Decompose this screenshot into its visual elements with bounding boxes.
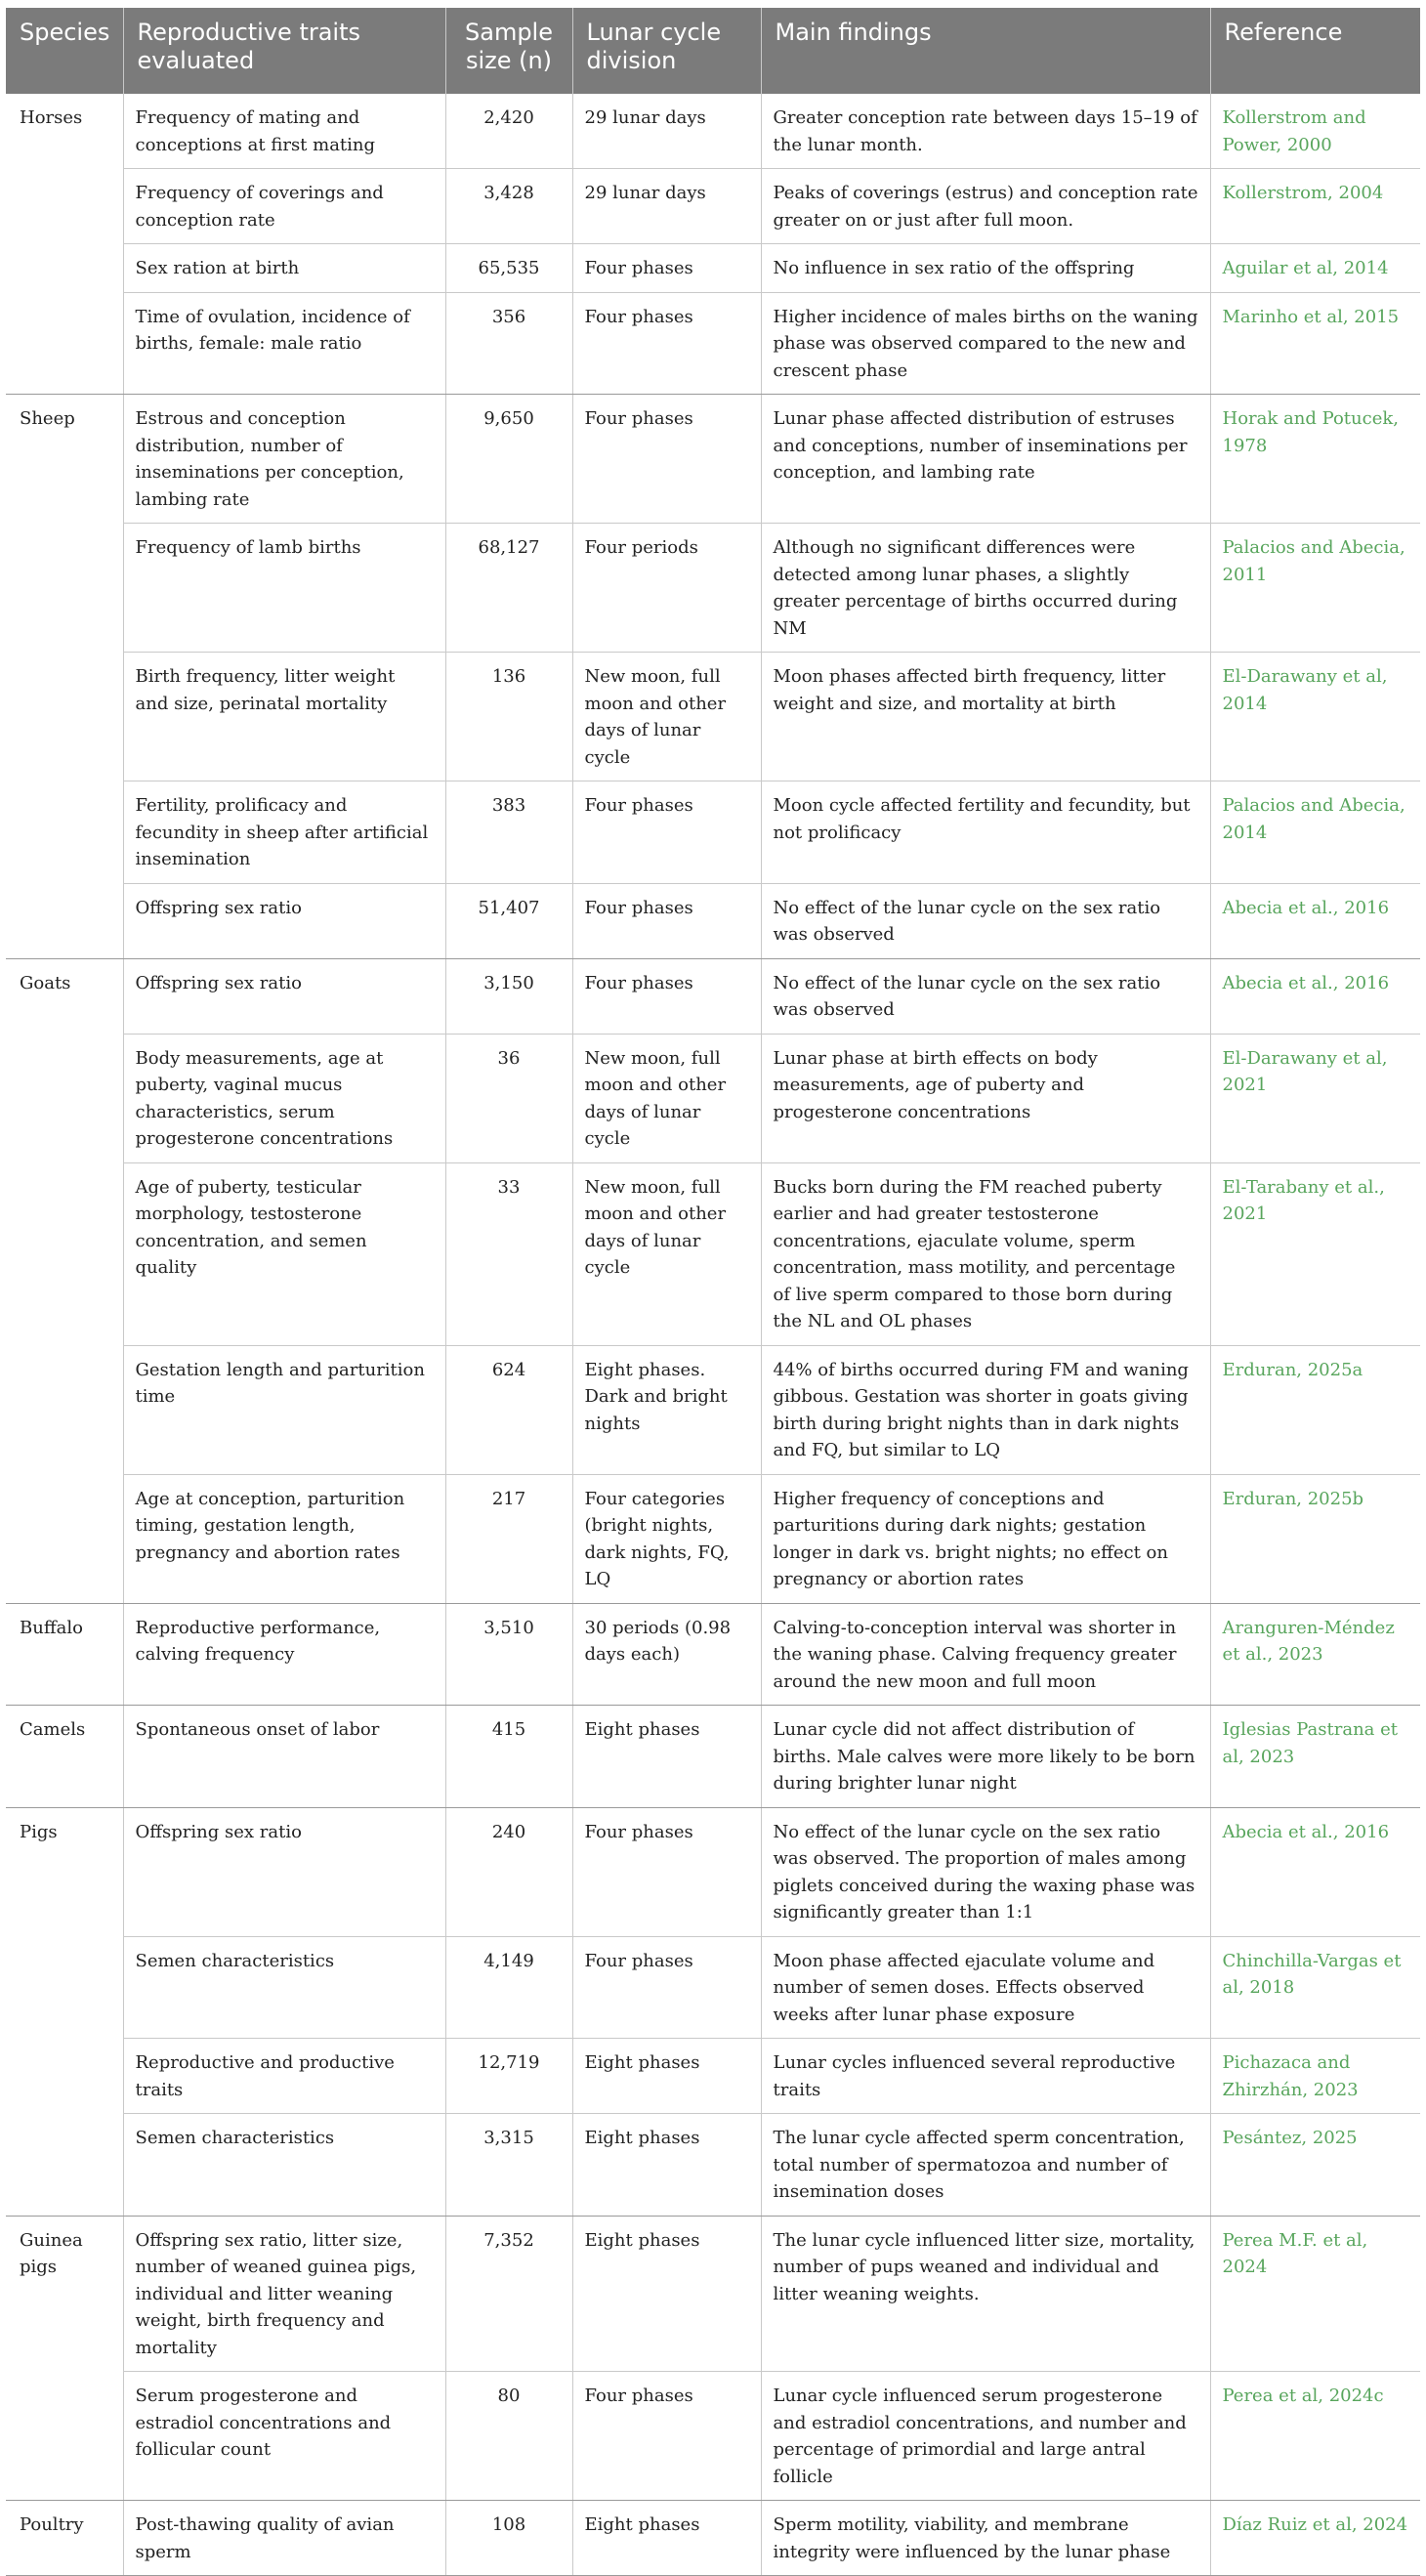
lunar-division-cell: Four periods xyxy=(572,524,761,653)
findings-cell: 44% of births occurred during FM and waning gibbous. Gestation was shorter in goats giving birth during bright nights than in dark nights and FQ, but similar to LQ xyxy=(761,1345,1210,1474)
sample-size-cell: 217 xyxy=(445,1474,572,1603)
lunar-division-cell: 29 lunar days xyxy=(572,169,761,244)
species-cell: Horses xyxy=(6,94,123,395)
findings-cell: Peaks of coverings (estrus) and conception rate greater on or just after full moon. xyxy=(761,169,1210,244)
sample-size-cell: 33 xyxy=(445,1162,572,1345)
lunar-division-cell: Four phases xyxy=(572,1936,761,2039)
reference-cell: Abecia et al., 2016 xyxy=(1210,883,1420,958)
table-row xyxy=(6,2114,1420,2217)
findings-cell: No effect of the lunar cycle on the sex ratio was observed xyxy=(761,958,1210,1034)
reference-cell: Marinho et al, 2015 xyxy=(1210,292,1420,395)
species-cell: Goats xyxy=(6,958,123,1603)
sample-size-cell: 65,535 xyxy=(445,244,572,293)
findings-cell: Higher incidence of males births on the waning phase was observed compared to the new and crescent phase xyxy=(761,292,1210,395)
sample-size-cell: 356 xyxy=(445,292,572,395)
header-species: Species xyxy=(6,8,123,94)
findings-cell: Bucks born during the FM reached puberty earlier and had greater testosterone concentrations, ejaculate volume, sperm concentration, mass motility, and percentage of live sperm compared to those born during the NL and OL phases xyxy=(761,1162,1210,1345)
findings-cell: Higher frequency of conceptions and parturitions during dark nights; gestation longer in dark vs. bright nights; no effect on pregnancy or abortion rates xyxy=(761,1474,1210,1603)
sample-size-cell: 415 xyxy=(445,1706,572,1808)
findings-cell: Lunar phase affected distribution of estruses and conceptions, number of inseminations per conception, and lambing rate xyxy=(761,395,1210,524)
table-row xyxy=(6,395,1420,524)
traits-cell: Offspring sex ratio, litter size, number of weaned guinea pigs, individual and litter weaning weight, birth frequency and mortality xyxy=(123,2216,445,2372)
reference-cell: Kollerstrom and Power, 2000 xyxy=(1210,94,1420,169)
lunar-division-cell: Four phases xyxy=(572,883,761,958)
sample-size-cell: 108 xyxy=(445,2501,572,2576)
findings-cell: The lunar cycle affected sperm concentration, total number of spermatozoa and number of insemination doses xyxy=(761,2114,1210,2217)
traits-cell: Frequency of mating and conceptions at first mating xyxy=(123,94,445,169)
table-row xyxy=(6,94,1420,169)
lunar-division-cell: Four phases xyxy=(572,244,761,293)
traits-cell: Offspring sex ratio xyxy=(123,1807,445,1936)
findings-cell: Lunar cycles influenced several reproductive traits xyxy=(761,2039,1210,2114)
findings-cell: Sperm motility, viability, and membrane integrity were influenced by the lunar phase xyxy=(761,2501,1210,2576)
lunar-division-cell: Four phases xyxy=(572,1807,761,1936)
findings-cell: Calving-to-conception interval was shorter in the waning phase. Calving frequency greater around the new moon and full moon xyxy=(761,1603,1210,1706)
traits-cell: Semen characteristics xyxy=(123,2114,445,2217)
sample-size-cell: 383 xyxy=(445,781,572,884)
traits-cell: Body measurements, age at puberty, vaginal mucus characteristics, serum progesterone concentrations xyxy=(123,1034,445,1162)
sample-size-cell: 3,428 xyxy=(445,169,572,244)
reference-cell: Pesántez, 2025 xyxy=(1210,2114,1420,2217)
lunar-division-cell: Eight phases xyxy=(572,2216,761,2372)
sample-size-cell: 80 xyxy=(445,2372,572,2501)
table-row xyxy=(6,883,1420,958)
sample-size-cell: 624 xyxy=(445,1345,572,1474)
reference-cell: Perea et al, 2024c xyxy=(1210,2372,1420,2501)
traits-cell: Reproductive performance, calving frequency xyxy=(123,1603,445,1706)
table-row xyxy=(6,1474,1420,1603)
header-row xyxy=(6,8,1420,94)
header-lunar-division: Lunar cycle division xyxy=(572,8,761,94)
findings-cell: Lunar phase at birth effects on body measurements, age of puberty and progesterone concentrations xyxy=(761,1034,1210,1162)
header-sample-size: Sample size (n) xyxy=(445,8,572,94)
sample-size-cell: 4,149 xyxy=(445,1936,572,2039)
table-header xyxy=(6,8,1420,94)
species-cell: Sheep xyxy=(6,395,123,959)
findings-cell: Moon cycle affected fertility and fecundity, but not prolificacy xyxy=(761,781,1210,884)
traits-cell: Sex ration at birth xyxy=(123,244,445,293)
traits-cell: Reproductive and productive traits xyxy=(123,2039,445,2114)
table-row xyxy=(6,2216,1420,2372)
traits-cell: Time of ovulation, incidence of births, female: male ratio xyxy=(123,292,445,395)
sample-size-cell: 9,650 xyxy=(445,395,572,524)
sample-size-cell: 7,352 xyxy=(445,2216,572,2372)
species-cell: Guinea pigs xyxy=(6,2216,123,2501)
findings-cell: No influence in sex ratio of the offspring xyxy=(761,244,1210,293)
lunar-division-cell: Four phases xyxy=(572,2372,761,2501)
reference-cell: El-Darawany et al, 2021 xyxy=(1210,1034,1420,1162)
traits-cell: Age at conception, parturition timing, gestation length, pregnancy and abortion rates xyxy=(123,1474,445,1603)
header-findings: Main findings xyxy=(761,8,1210,94)
reference-cell: Perea M.F. et al, 2024 xyxy=(1210,2216,1420,2372)
species-cell: Buffalo xyxy=(6,1603,123,1706)
reference-cell: Iglesias Pastrana et al, 2023 xyxy=(1210,1706,1420,1808)
reference-cell: Abecia et al., 2016 xyxy=(1210,1807,1420,1936)
lunar-division-cell: Eight phases xyxy=(572,2114,761,2217)
traits-cell: Post-thawing quality of avian sperm xyxy=(123,2501,445,2576)
table-row xyxy=(6,244,1420,293)
lunar-division-cell: Four phases xyxy=(572,958,761,1034)
table-row xyxy=(6,1706,1420,1808)
traits-cell: Offspring sex ratio xyxy=(123,958,445,1034)
lunar-reproduction-table xyxy=(6,8,1420,2576)
lunar-division-cell: New moon, full moon and other days of lunar cycle xyxy=(572,1034,761,1162)
reference-cell: El-Darawany et al, 2014 xyxy=(1210,653,1420,781)
lunar-division-cell: Four phases xyxy=(572,292,761,395)
reference-cell: Palacios and Abecia, 2014 xyxy=(1210,781,1420,884)
reference-cell: Aranguren-Méndez et al., 2023 xyxy=(1210,1603,1420,1706)
findings-cell: Although no significant differences were detected among lunar phases, a slightly greater percentage of births occurred during NM xyxy=(761,524,1210,653)
findings-cell: Greater conception rate between days 15–19 of the lunar month. xyxy=(761,94,1210,169)
lunar-division-cell: Four phases xyxy=(572,395,761,524)
lunar-division-cell: Eight phases xyxy=(572,1706,761,1808)
reference-cell: Aguilar et al, 2014 xyxy=(1210,244,1420,293)
traits-cell: Age of puberty, testicular morphology, testosterone concentration, and semen quality xyxy=(123,1162,445,1345)
reference-cell: Erduran, 2025b xyxy=(1210,1474,1420,1603)
sample-size-cell: 2,420 xyxy=(445,94,572,169)
table-row xyxy=(6,2372,1420,2501)
table-row xyxy=(6,781,1420,884)
sample-size-cell: 51,407 xyxy=(445,883,572,958)
reference-cell: El-Tarabany et al., 2021 xyxy=(1210,1162,1420,1345)
reference-cell: Pichazaca and Zhirzhán, 2023 xyxy=(1210,2039,1420,2114)
table-row xyxy=(6,1936,1420,2039)
header-reference: Reference xyxy=(1210,8,1420,94)
findings-cell: Lunar cycle influenced serum progesterone and estradiol concentrations, and number and percentage of primordial and large antral follicle xyxy=(761,2372,1210,2501)
lunar-division-cell: 30 periods (0.98 days each) xyxy=(572,1603,761,1706)
traits-cell: Frequency of coverings and conception rate xyxy=(123,169,445,244)
sample-size-cell: 12,719 xyxy=(445,2039,572,2114)
species-cell: Camels xyxy=(6,1706,123,1808)
table-row xyxy=(6,169,1420,244)
lunar-division-cell: Four phases xyxy=(572,781,761,884)
table-row xyxy=(6,1345,1420,1474)
traits-cell: Gestation length and parturition time xyxy=(123,1345,445,1474)
table-row xyxy=(6,653,1420,781)
sample-size-cell: 136 xyxy=(445,653,572,781)
sample-size-cell: 3,315 xyxy=(445,2114,572,2217)
traits-cell: Offspring sex ratio xyxy=(123,883,445,958)
species-cell: Pigs xyxy=(6,1807,123,2216)
table-row xyxy=(6,958,1420,1034)
table-row xyxy=(6,1603,1420,1706)
table-row xyxy=(6,1034,1420,1162)
table-row xyxy=(6,524,1420,653)
lunar-division-cell: Four categories (bright nights, dark nights, FQ, LQ xyxy=(572,1474,761,1603)
findings-cell: No effect of the lunar cycle on the sex ratio was observed xyxy=(761,883,1210,958)
reference-cell: Erduran, 2025a xyxy=(1210,1345,1420,1474)
traits-cell: Frequency of lamb births xyxy=(123,524,445,653)
findings-cell: Lunar cycle did not affect distribution of births. Male calves were more likely to be born during brighter lunar night xyxy=(761,1706,1210,1808)
table-row xyxy=(6,292,1420,395)
lunar-division-cell: 29 lunar days xyxy=(572,94,761,169)
reference-cell: Horak and Potucek, 1978 xyxy=(1210,395,1420,524)
sample-size-cell: 3,510 xyxy=(445,1603,572,1706)
table-body xyxy=(6,94,1420,2576)
findings-cell: The lunar cycle influenced litter size, mortality, number of pups weaned and individual and litter weaning weights. xyxy=(761,2216,1210,2372)
lunar-division-cell: New moon, full moon and other days of lunar cycle xyxy=(572,1162,761,1345)
species-cell: Poultry xyxy=(6,2501,123,2576)
traits-cell: Birth frequency, litter weight and size, perinatal mortality xyxy=(123,653,445,781)
findings-cell: No effect of the lunar cycle on the sex ratio was observed. The proportion of males among piglets conceived during the waxing phase was significantly greater than 1:1 xyxy=(761,1807,1210,1936)
sample-size-cell: 36 xyxy=(445,1034,572,1162)
table-row xyxy=(6,2501,1420,2576)
sample-size-cell: 240 xyxy=(445,1807,572,1936)
findings-cell: Moon phase affected ejaculate volume and number of semen doses. Effects observed weeks after lunar phase exposure xyxy=(761,1936,1210,2039)
table-row xyxy=(6,1807,1420,1936)
reference-cell: Kollerstrom, 2004 xyxy=(1210,169,1420,244)
traits-cell: Estrous and conception distribution, number of inseminations per conception, lambing rate xyxy=(123,395,445,524)
table-row xyxy=(6,1162,1420,1345)
lunar-division-cell: New moon, full moon and other days of lunar cycle xyxy=(572,653,761,781)
reference-cell: Chinchilla-Vargas et al, 2018 xyxy=(1210,1936,1420,2039)
traits-cell: Serum progesterone and estradiol concentrations and follicular count xyxy=(123,2372,445,2501)
lunar-division-cell: Eight phases xyxy=(572,2039,761,2114)
reference-cell: Palacios and Abecia, 2011 xyxy=(1210,524,1420,653)
traits-cell: Semen characteristics xyxy=(123,1936,445,2039)
sample-size-cell: 3,150 xyxy=(445,958,572,1034)
sample-size-cell: 68,127 xyxy=(445,524,572,653)
traits-cell: Spontaneous onset of labor xyxy=(123,1706,445,1808)
reference-cell: Abecia et al., 2016 xyxy=(1210,958,1420,1034)
findings-cell: Moon phases affected birth frequency, litter weight and size, and mortality at birth xyxy=(761,653,1210,781)
table-row xyxy=(6,2039,1420,2114)
header-traits: Reproductive traits evaluated xyxy=(123,8,445,94)
lunar-division-cell: Eight phases xyxy=(572,2501,761,2576)
lunar-division-cell: Eight phases. Dark and bright nights xyxy=(572,1345,761,1474)
reference-cell: Díaz Ruiz et al, 2024 xyxy=(1210,2501,1420,2576)
traits-cell: Fertility, prolificacy and fecundity in sheep after artificial insemination xyxy=(123,781,445,884)
